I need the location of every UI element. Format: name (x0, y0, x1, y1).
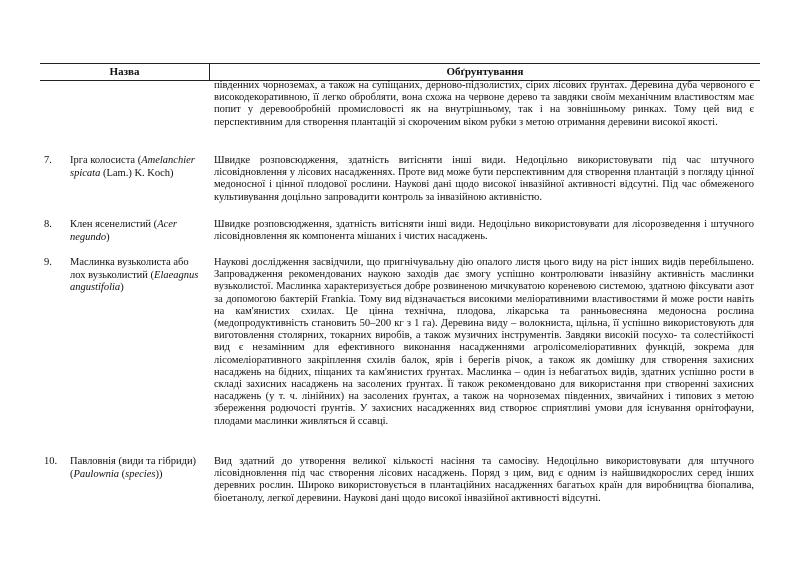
species-name: Маслинка вузьколиста або лох вузьколистий (Elaeagnus angustifolia) (70, 257, 199, 293)
table-top-border (40, 63, 760, 64)
row-number: 10. (44, 456, 58, 467)
latin-name: Acer negundo (70, 219, 178, 243)
row-number: 7. (44, 155, 52, 166)
latin-name: Amelanchier spicata (70, 155, 195, 179)
justification-text: Наукові дослідження засвідчили, що пригнічувальну дію опалого листя цього виду на ріст інших видів перебільшено. Запровадження рекомендованих наукою заходів дає змогу успішно контролювати інвазійну активність маслинки вузьколистої. Маслинка характеризується добре розвиненою мичкуватою кореневою системою, здатною фіксувати азот за допомогою бактерій Frankia. Тому вид відзначається високими меліоративними властивостями й може рости навіть на кам'янистих схилах. Це цінна технічна, плодова, лікарська та ранньовесняна медоносна рослина (медопродуктивність становить 50–200 кг з 1 га). Деревина виду – волокниста, щільна, її успішно використовують для виготовлення столярних, токарних виробів, а також музичних інструментів. Завдяки високій посухо- та солестійкості вид є незамінним для ефективного виконання насадженнями агролісомеліоративних функцій, зокрема для лісомеліоративного закріплення схилів балок, ярів і берегів річок, а також як домішку для створення захисних насаджень на бідних, піщаних та кам'янистих ґрунтах. Маслинка – один із небагатьох видів, здатних успішно рости в складі захисних насаджень на засолених ґрунтах. Її також рекомендовано для використання при створенні захисних насаджень (у т. ч. лінійних) на засолених ґрунтах, а також на чорноземах південних, звичайних і типових з метою збереження родючості ґрунтів. У захисних насадженнях вид створює сприятливі умови для існування орнітофауни, плодами маслинки живляться й ссавці. (214, 257, 754, 427)
row-number: 9. (44, 257, 52, 268)
latin-name-species: species (125, 468, 156, 480)
latin-name: Paulownia (73, 468, 120, 480)
header-justification: Обґрунтування (446, 66, 524, 78)
species-name: Павловнія (види та гібриди) (Paulownia (species)) (70, 456, 197, 480)
species-name: Ірга колосиста (Amelanchier spicata (Lam.) K. Koch) (70, 155, 195, 179)
species-name: Клен ясенелистий (Acer negundo) (70, 219, 178, 243)
justification-text: південних чорноземах, а також на супіщаних, дерново-підзолистих, сірих лісових ґрунтах. Деревина дуба червоного є високодекоративною, її легко обробляти, вона схожа на червоне дерево та завдяки своїм механічним властивостям має попит у деревообробній промисловості як на внутрішньому, так і на зовнішньому ринках. Тому цей вид є перспективним для створення плантацій зі скороченим віком рубки з метою отримання деревини високої якості. (214, 80, 754, 128)
justification-text: Швидке розповсюдження, здатність витісняти інші види. Недоцільно використовувати під час штучного лісовідновлення у лісових насадженнях. Проте вид може бути перспективним для створення плантацій з погляду цінної медоносної і цінної плодової рослини. Наукові дані щодо високої інвазійної активності відсутні. Під час обмеженого культивування доцільно запровадити контроль за інвазійною активністю. (214, 155, 754, 203)
justification-text: Вид здатний до утворення великої кількості насіння та самосіву. Недоцільно використовувати для штучного лісовідновлення під час створення лісових насаджень. Поряд з цим, вид є одним із найшвидкорослих серед інших деревних рослин. Широко використовується в плантаційних насадженнях багатьох країн для виробництва біопалива, біоетанолу, легкої деревини. Наукові дані щодо високої інвазійної активності відсутні. (214, 456, 754, 504)
row-number: 8. (44, 219, 52, 230)
justification-text: Швидке розповсюдження, здатність витісняти інші види. Недоцільно використовувати для лісорозведення і штучного лісовідновлення як компонента мішаних і чистих насаджень. (214, 219, 754, 243)
header-name: Назва (109, 66, 140, 78)
latin-name: Elaeagnus angustifolia (70, 269, 199, 293)
